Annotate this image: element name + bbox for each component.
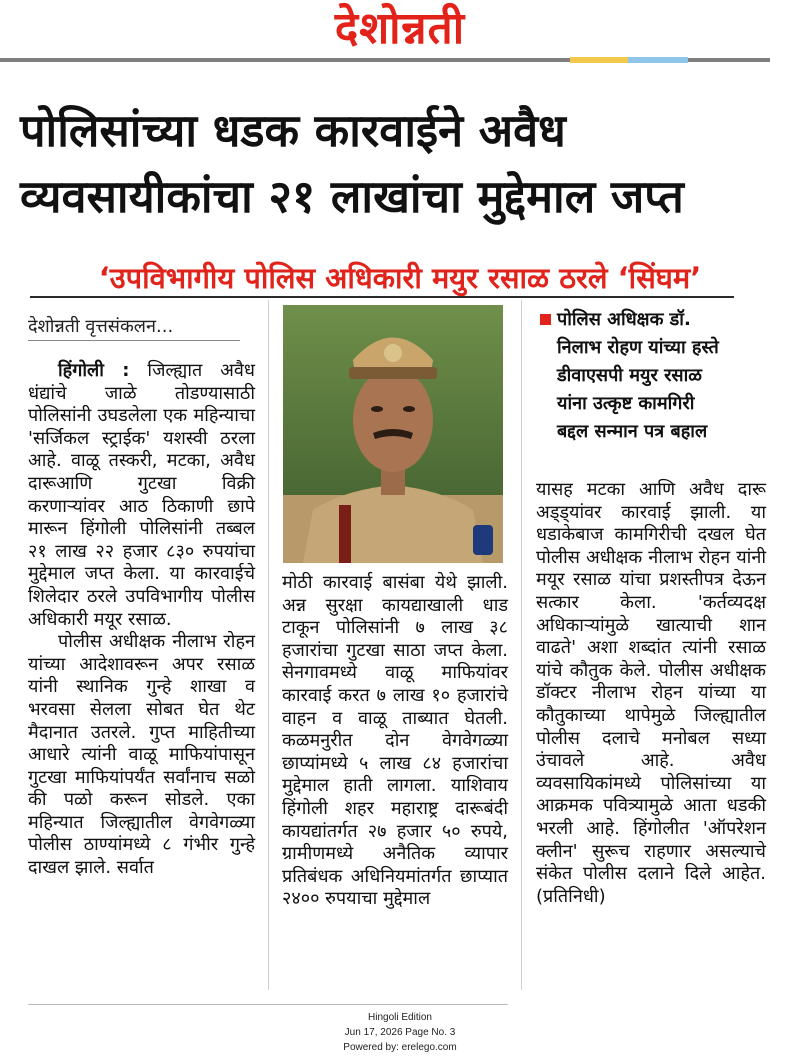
- column-divider: [268, 300, 269, 990]
- article-paragraph: यासह मटका आणि अवैध दारू अड्ड्यांवर कारवाई झाली. या धडाकेबाज कामगिरीची दखल घेत पोलीस अधीक्षक नीलाभ रोहन यांनी मयूर रसाळ यांचा प्रशस्तीपत्र देऊन सत्कार केला. 'कर्तव्यदक्ष अधिकाऱ्यांमुळे खात्याची शान वाढते' अशा शब्दांत त्यांनी रसाळ यांचे कौतुक केले. पोलीस अधीक्षक डॉक्टर नीलाभ रोहन यांच्या या कौतुकाच्या थापेमुळे जिल्ह्यातील पोलीस दलाचे मनोबल सध्या उंचावले आहे. अवैध व्यवसायिकांमध्ये पोलिसांच्या या आक्रमक पवित्र्यामुळे आता धडकी भरली आहे. हिंगोलीत 'ऑपरेशन क्लीन' सुरूच राहणार असल्याचे संकेत पोलीस दलाने दिले आहेत. (प्रतिनिधी): [536, 479, 766, 907]
- byline-rule: [28, 340, 240, 341]
- headline: पोलिसांच्या धडक कारवाईने अवैध व्यवसायीकांचा २१ लाखांचा मुद्देमाल जप्त: [20, 104, 684, 223]
- newspaper-logo: देशोन्नती: [334, 3, 466, 54]
- article-column-1: [28, 360, 255, 880]
- highlight-line: निलाभ रोहण यांच्या हस्ते: [557, 337, 719, 358]
- byline: देशोन्नती वृत्तसंकलन...: [28, 316, 174, 337]
- highlight-line: डीवाएसपी मयुर रसाळ: [557, 365, 702, 386]
- article-column-2: [282, 572, 508, 911]
- highlight-box: [540, 306, 770, 446]
- dateline: हिंगोली :: [58, 360, 130, 381]
- article-text: जिल्ह्यात अवैध धंद्यांचे जाळे तोडण्यासाठी पोलिसांनी उघडलेला एक महिन्याचा 'सर्जिकल स्ट्राईक' यशस्वी ठरला आहे. वाळू तस्करी, मटका, अवैध दारूआणि गुटखा विक्री करणाऱ्यांवर आठ ठिकाणी छापे मारून हिंगोली पोलिसांनी तब्बल २१ लाख २२ हजार ८३० रुपयांचा मुद्देमाल जप्त केला. या कारवाईचे शिलेदार ठरले उपविभागीय पोलीस अधिकारी मयूर रसाळ.: [28, 360, 255, 630]
- officer-portrait-image: [283, 305, 503, 563]
- footer-edition: Hingoli Edition: [368, 1012, 432, 1023]
- bottom-rule: [28, 1004, 508, 1005]
- footer-powered-by: Powered by: erelego.com: [343, 1042, 457, 1053]
- footer-date-page: Jun 17, 2026 Page No. 3: [344, 1027, 456, 1038]
- masthead-accent-yellow: [570, 57, 628, 63]
- red-square-bullet-icon: [540, 314, 551, 325]
- article-paragraph: [28, 360, 255, 631]
- article-paragraph: मोठी कारवाई बासंबा येथे झाली. अन्न सुरक्षा कायद्याखाली धाड टाकून पोलिसांनी ७ लाख ३८ हजारांचा गुटखा साठा जप्त केला. सेनगावमध्ये वाळू माफियांवर कारवाई करत ७ लाख १० हजारांचे वाहन व वाळू ताब्यात घेतली. कळमनुरीत दोन वेगवेगळ्या छाप्यांमध्ये ५ लाख ८४ हजारांचा मुद्देमाल हाती लागला. याशिवाय हिंगोली शहर महाराष्ट्र दारूबंदी कायद्यांतर्गत २७ हजार ५० रुपये, ग्रामीणमध्ये अनैतिक व्यापार प्रतिबंधक अधिनियमांतर्गत छाप्यात २४०० रुपयाचा मुद्देमाल: [282, 572, 508, 910]
- article-column-3: [536, 479, 766, 908]
- highlight-line: पोलिस अधिक्षक डॉ.: [540, 306, 770, 334]
- column-divider: [521, 300, 522, 990]
- masthead: [0, 0, 800, 64]
- article-paragraph: पोलीस अधीक्षक नीलाभ रोहन यांच्या आदेशावरून अपर रसाळ यांनी स्थानिक गुन्हे शाखा व भरवसा सेलला सोबत घेत थेट मैदानात उतरले. गुप्त माहितीच्या आधारे त्यांनी वाळू माफियांपासून गुटखा माफियांपर्यंत सर्वांनाच सळो की पळो करून सोडले. एका महिन्यात जिल्ह्यातील वेगवेगळ्या पोलीस ठाण्यांमध्ये ८ गंभीर गुन्हे दाखल झाले. सर्वात: [28, 631, 255, 879]
- highlight-line: बद्दल सन्मान पत्र बहाल: [557, 421, 708, 442]
- subheadline-rule: [30, 296, 734, 298]
- subheadline: ‘उपविभागीय पोलिस अधिकारी मयुर रसाळ ठरले ‘सिंघम’: [98, 261, 702, 295]
- highlight-line: यांना उत्कृष्ट कामगिरी: [557, 393, 695, 414]
- masthead-accent-blue: [628, 57, 688, 63]
- officer-photo: [283, 305, 503, 563]
